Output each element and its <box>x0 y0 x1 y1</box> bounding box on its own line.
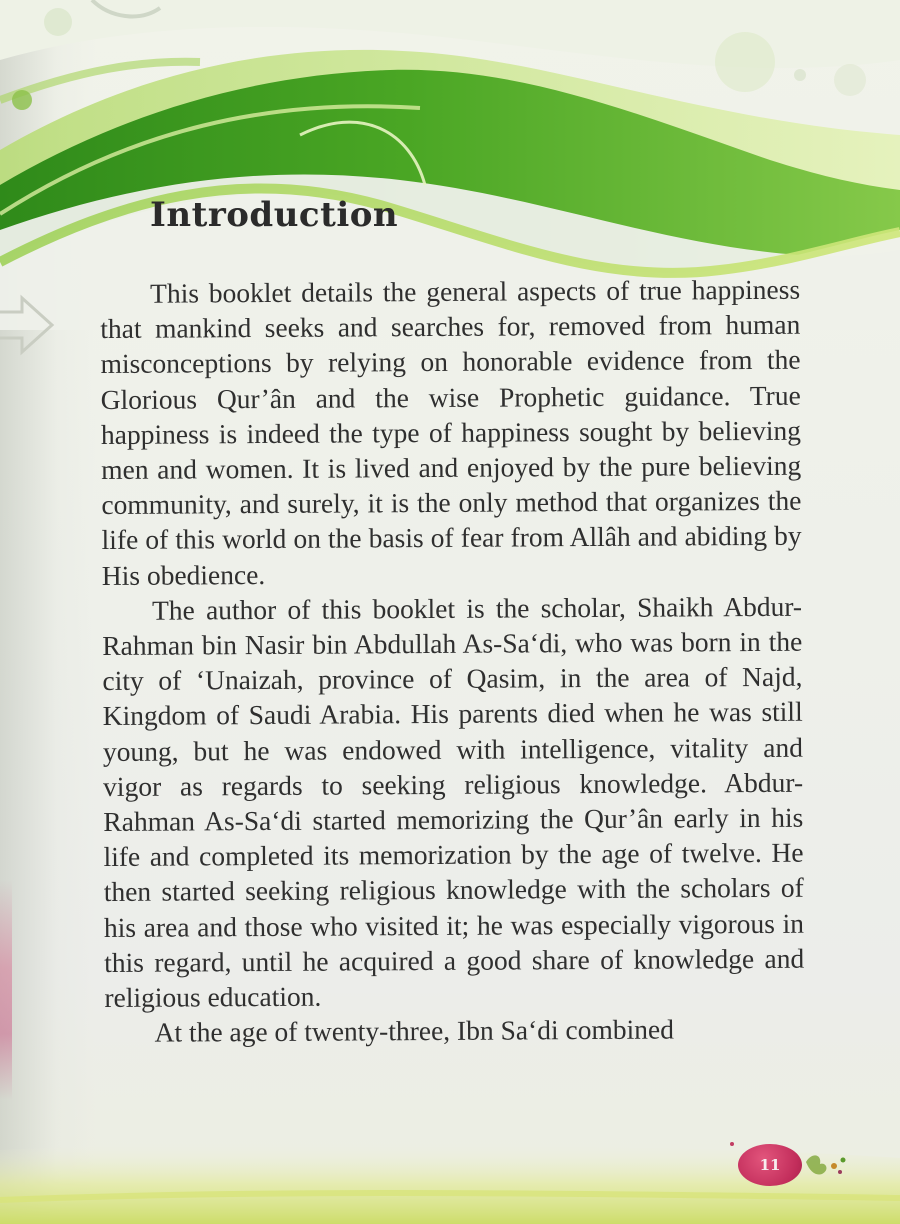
paragraph: At the age of twenty-three, Ibn Sa‘di combined <box>154 1013 674 1048</box>
page-number-badge <box>730 1140 860 1192</box>
paragraph: This booklet details the general aspects of true happiness that mankind seeks and searches for, removed from human misconceptions by relying on honorable evidence from the Glorious Qur’ân and the wise Prophetic guidance. True happiness is indeed the type of happiness sought by believing men and women. It is lived and enjoyed by the pure believing community, and surely, it is the only method that organizes the life of this world on the basis of fear from Allâh and abiding by His obedience. <box>100 273 802 591</box>
arrow-icon <box>0 290 60 360</box>
body-text <box>100 272 805 1051</box>
page-number: 11 <box>738 1144 802 1186</box>
paragraph: The author of this booklet is the scholar, Shaikh Abdur- Rahman bin Nasir bin Abdullah As-Sa‘di, who was born in the city of ‘Unaizah, province of Qasim, in the area of Najd, Kingdom of Saudi Arabia. His parents died when he was still young, but he was endowed with intelligence, vitality and vigor as regards to seeking religious knowledge. Abdur-Rahman As-Sa‘di started memorizing the Qur’ân early in his life and completed its memorization by the age of twelve. He then started seeking religious knowledge with the scholars of his area and those who visited it; he was especially vigorous in this regard, until he acquired a good share of knowledge and religious education. <box>102 590 805 1014</box>
adjacent-page-edge <box>0 880 12 1100</box>
section-title: Introduction <box>150 195 399 235</box>
